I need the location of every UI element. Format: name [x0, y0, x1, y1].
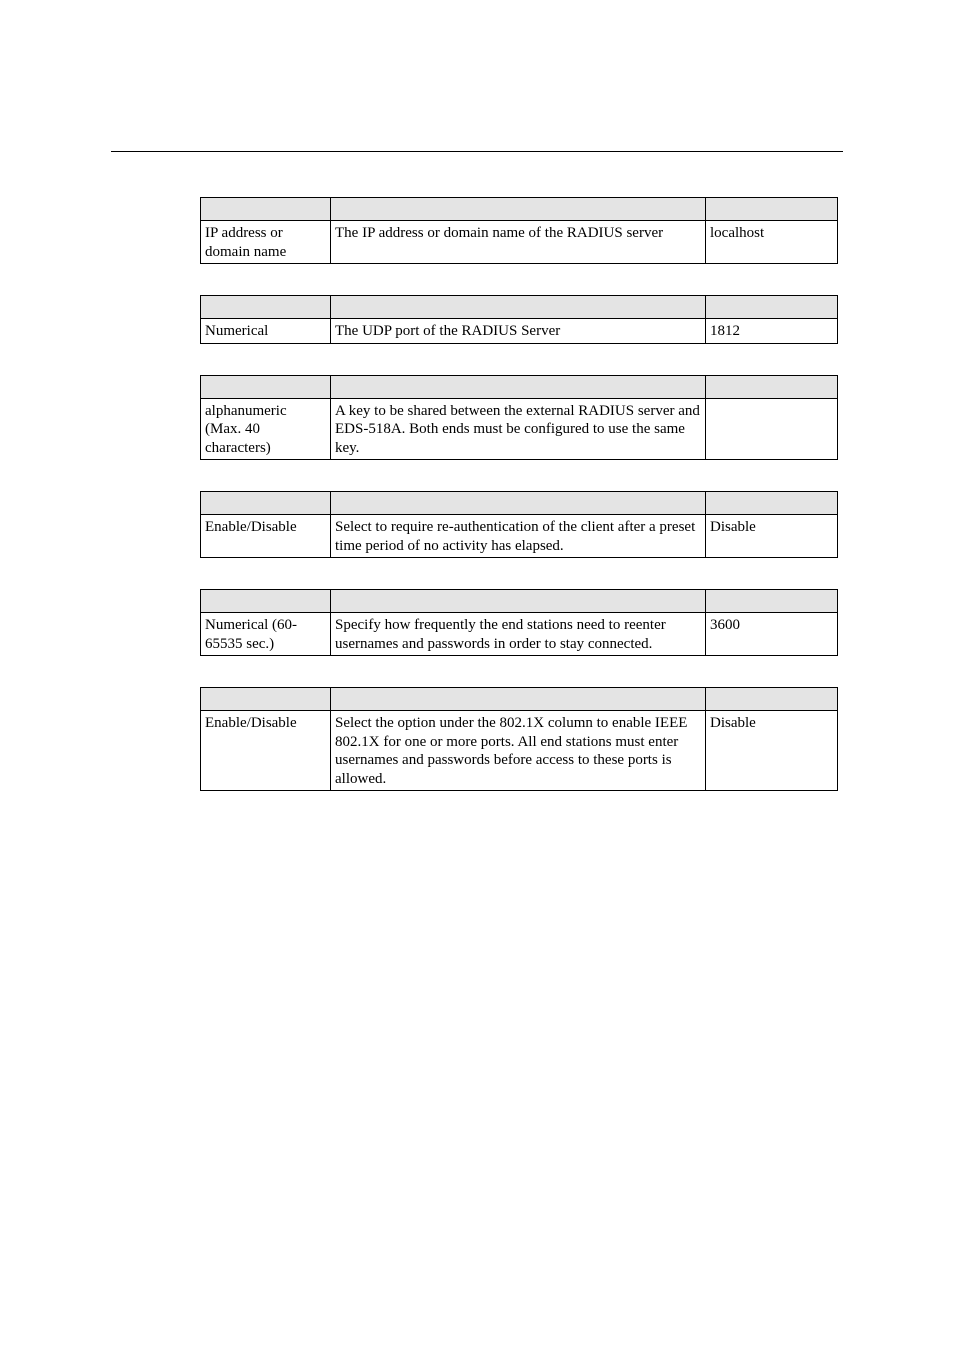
description-cell: Specify how frequently the end stations need to reenter usernames and passwords in order to stay connected.	[331, 613, 706, 656]
header-setting	[201, 198, 331, 221]
header-factory-default	[706, 492, 838, 515]
header-factory-default	[706, 688, 838, 711]
setting-cell: Numerical (60-65535 sec.)	[201, 613, 331, 656]
setting-cell: IP address or domain name	[201, 221, 331, 264]
description-cell: The IP address or domain name of the RADIUS server	[331, 221, 706, 264]
default-cell: 3600	[706, 613, 838, 656]
table-row	[201, 221, 838, 264]
header-description	[331, 375, 706, 398]
table-header-row	[201, 492, 838, 515]
setting-cell: alphanumeric (Max. 40 characters)	[201, 398, 331, 460]
header-setting	[201, 590, 331, 613]
shared-key-table	[200, 375, 838, 461]
re-auth-period-table	[200, 589, 838, 656]
header-description	[331, 198, 706, 221]
table-row	[201, 398, 838, 460]
default-cell: Disable	[706, 711, 838, 791]
table-header-row	[201, 375, 838, 398]
default-cell: 1812	[706, 319, 838, 344]
description-cell: The UDP port of the RADIUS Server	[331, 319, 706, 344]
port-802-1x-table	[200, 687, 838, 791]
table-header-row	[201, 198, 838, 221]
re-auth-table	[200, 491, 838, 558]
table-row	[201, 515, 838, 558]
table-header-row	[201, 590, 838, 613]
header-description	[331, 688, 706, 711]
default-cell: Disable	[706, 515, 838, 558]
header-factory-default	[706, 198, 838, 221]
header-setting	[201, 296, 331, 319]
setting-cell: Enable/Disable	[201, 515, 331, 558]
header-setting	[201, 375, 331, 398]
setting-cell: Enable/Disable	[201, 711, 331, 791]
server-port-table	[200, 295, 838, 344]
default-cell: localhost	[706, 221, 838, 264]
default-cell	[706, 398, 838, 460]
table-header-row	[201, 688, 838, 711]
header-rule	[111, 151, 843, 152]
header-factory-default	[706, 296, 838, 319]
header-factory-default	[706, 375, 838, 398]
header-setting	[201, 492, 331, 515]
header-description	[331, 492, 706, 515]
table-row	[201, 319, 838, 344]
table-row	[201, 613, 838, 656]
table-header-row	[201, 296, 838, 319]
header-factory-default	[706, 590, 838, 613]
description-cell: Select the option under the 802.1X column to enable IEEE 802.1X for one or more ports. All end stations must enter usernames and passwords before access to these ports is allowed.	[331, 711, 706, 791]
description-cell: A key to be shared between the external RADIUS server and EDS-518A. Both ends must be configured to use the same key.	[331, 398, 706, 460]
header-description	[331, 590, 706, 613]
header-description	[331, 296, 706, 319]
description-cell: Select to require re-authentication of the client after a preset time period of no activity has elapsed.	[331, 515, 706, 558]
setting-cell: Numerical	[201, 319, 331, 344]
table-row	[201, 711, 838, 791]
settings-tables	[200, 197, 837, 822]
radius-server-table	[200, 197, 838, 264]
header-setting	[201, 688, 331, 711]
